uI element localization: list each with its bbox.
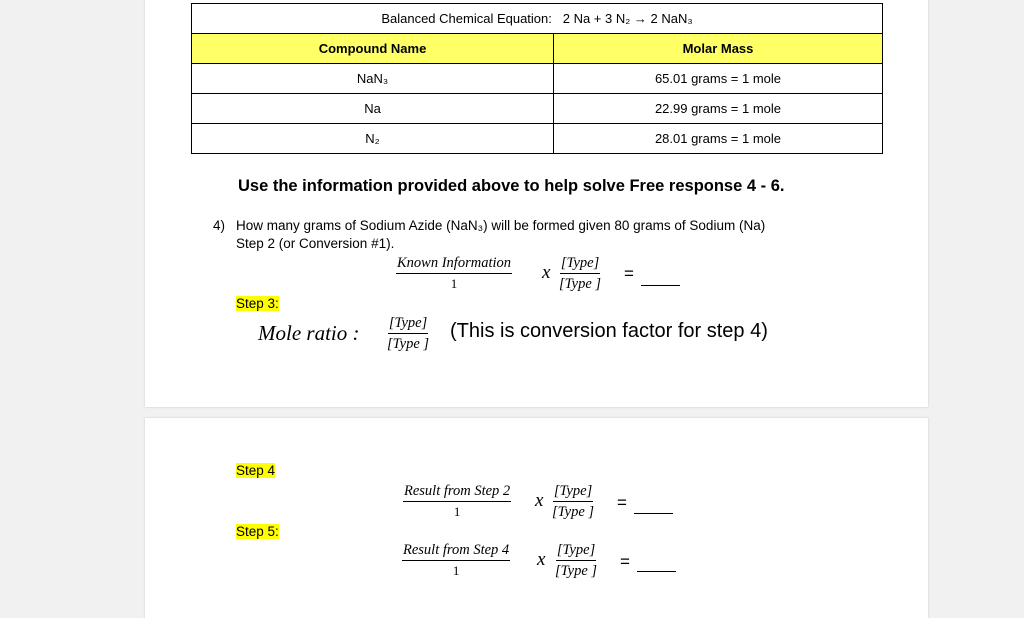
equals-sign: = [617, 493, 627, 512]
header-row [192, 34, 883, 64]
table-row [192, 64, 883, 94]
table-row [192, 94, 883, 124]
equation-row [192, 4, 883, 34]
molar-mass-cell: 22.99 grams = 1 mole [554, 94, 883, 124]
equals-sign: = [620, 552, 630, 571]
known-information-denominator: 1 [450, 275, 458, 291]
question-text: How many grams of Sodium Azide (NaN₃) will be formed given 80 grams of Sodium (Na) [236, 218, 766, 233]
step5-type-numerator[interactable]: [Type] [556, 543, 596, 561]
mole-ratio-fraction[interactable] [387, 316, 429, 351]
header-compound-name: Compound Name [192, 34, 554, 64]
molar-mass-cell: 28.01 grams = 1 mole [554, 124, 883, 154]
type-numerator[interactable]: [Type] [560, 256, 600, 274]
document-page-2 [145, 418, 928, 618]
step2-label: Step 2 (or Conversion #1). [236, 236, 395, 251]
step4-type-numerator[interactable]: [Type] [553, 484, 593, 502]
step3-label: Step 3: [236, 296, 279, 311]
document-page-1 [145, 0, 928, 407]
step5-type-denominator[interactable]: [Type ] [555, 562, 598, 579]
equation-cell [192, 4, 883, 34]
table-row [192, 124, 883, 154]
step5-type-fraction[interactable] [555, 543, 597, 578]
step4-denominator: 1 [453, 503, 461, 519]
step4-result-fraction [403, 484, 511, 518]
step4-numerator: Result from Step 2 [403, 484, 511, 502]
compound-cell: N₂ [192, 124, 554, 154]
step4-label: Step 4 [236, 463, 276, 478]
answer-blank[interactable] [637, 571, 676, 572]
question-number: 4) [213, 218, 226, 233]
mole-ratio-label: Mole ratio : [258, 321, 360, 345]
compound-table [191, 3, 883, 154]
answer-blank[interactable] [634, 513, 673, 514]
type-fraction[interactable] [559, 256, 601, 291]
question-4 [213, 218, 765, 233]
equation-label: Balanced Chemical Equation: [381, 11, 552, 26]
header-molar-mass: Molar Mass [554, 34, 883, 64]
known-information-numerator: Known Information [396, 256, 512, 274]
conversion-note: (This is conversion factor for step 4) [450, 320, 768, 342]
multiply-sign: x [537, 549, 546, 570]
mole-ratio-denominator[interactable]: [Type ] [387, 335, 430, 352]
step5-numerator: Result from Step 4 [402, 543, 510, 561]
balanced-equation: 2 Na + 3 N₂ → 2 NaN₃ [562, 11, 693, 26]
equals-sign: = [624, 264, 634, 283]
compound-cell: Na [192, 94, 554, 124]
step5-result-fraction [402, 543, 510, 577]
step5-label: Step 5: [236, 524, 279, 539]
multiply-sign: x [542, 262, 551, 283]
step5-denominator: 1 [452, 562, 460, 578]
molar-mass-cell: 65.01 grams = 1 mole [554, 64, 883, 94]
step4-type-denominator[interactable]: [Type ] [552, 503, 595, 520]
type-denominator[interactable]: [Type ] [559, 275, 602, 292]
mole-ratio-numerator[interactable]: [Type] [388, 316, 428, 334]
instructions-heading: Use the information provided above to help solve Free response 4 - 6. [238, 177, 785, 195]
answer-blank[interactable] [641, 285, 680, 286]
compound-cell: NaN₃ [192, 64, 554, 94]
known-information-fraction [396, 256, 512, 290]
multiply-sign: x [535, 490, 544, 511]
step4-type-fraction[interactable] [552, 484, 594, 519]
